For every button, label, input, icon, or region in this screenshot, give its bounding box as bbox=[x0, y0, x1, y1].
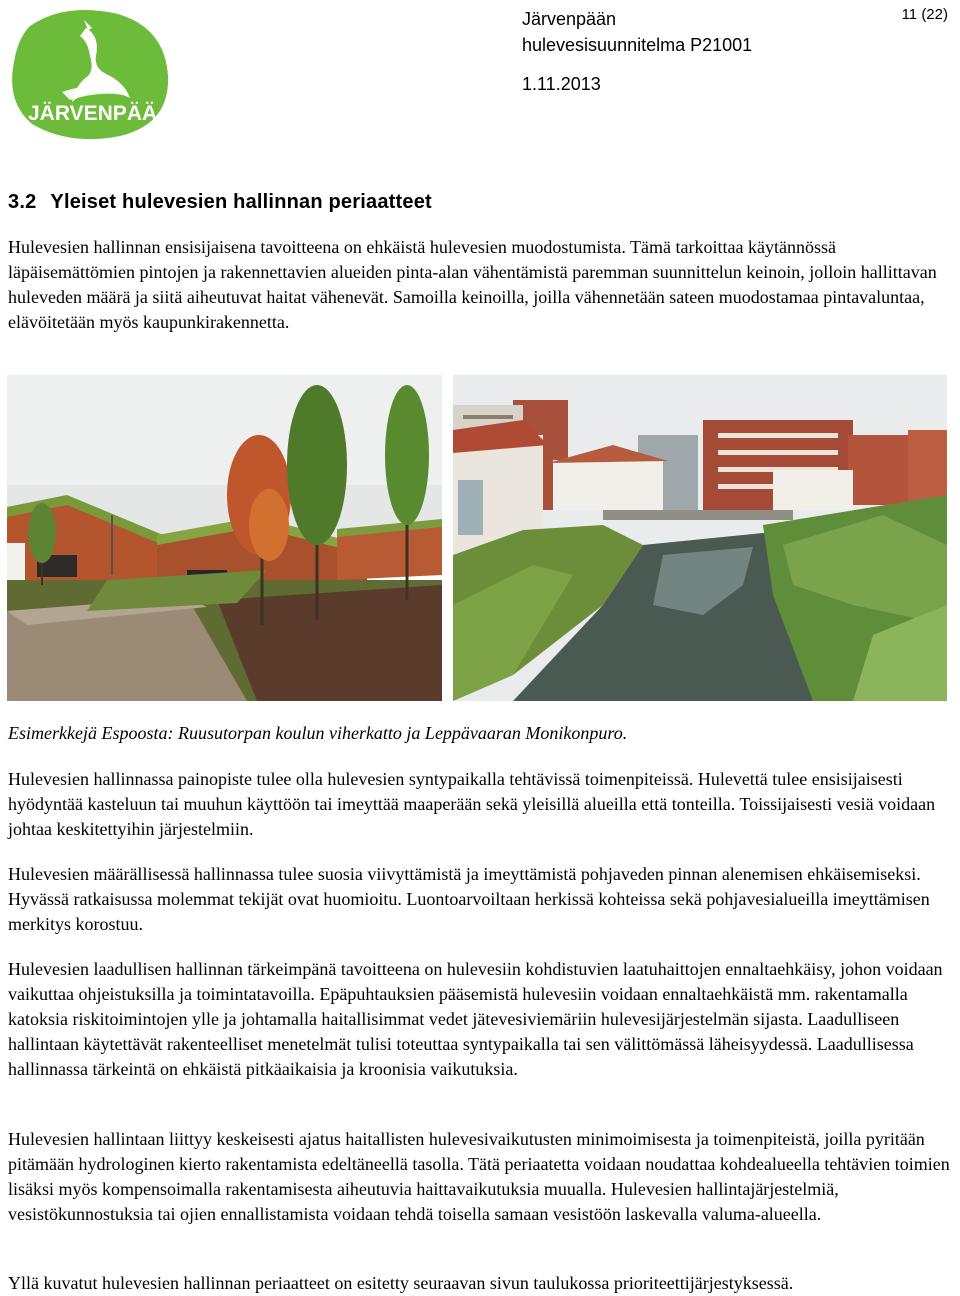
section-heading bbox=[8, 189, 432, 215]
section-title: Yleiset hulevesien hallinnan periaatteet bbox=[50, 191, 432, 213]
section-number: 3.2 bbox=[8, 191, 37, 213]
document-title-line2: hulevesisuunnitelma P21001 bbox=[522, 35, 753, 55]
body-paragraph-1: Hulevesien hallinnassa painopiste tulee olla hulevesien syntypaikalla tehtävissä toimenpiteissä. Hulevettä tulee ensisijaisesti hyödyntää kasteluun tai muuhun käyttöön tai imeyttää maaperään sekä yleisillä alueilla että tonteilla. Toissijaisesti vesiä voidaan johtaa keskitettyihin järjestelmiin. bbox=[8, 769, 936, 839]
logo-text: JÄRVENPÄÄ bbox=[28, 102, 158, 125]
body-paragraph-3: Hulevesien laadullisen hallinnan tärkeimpänä tavoitteena on hulevesiin kohdistuvien laatuhaittojen ennaltaehkäisy, johon voidaan vaikuttaa ohjeistuksilla ja toimintatavoilla. Epäpuhtauksien pääsemistä hulevesiin voidaan ennaltaehkäistä mm. rakentamalla katoksia riskitoimintojen ylle ja johtamalla haitallisimmat vedet jätevesiviemäriin hulevesijärjestelmän sijasta. Laadulliseen hallintaan käytettävät rakenteelliset menetelmät tulisi toteuttaa syntypaikalla tai sen välittömässä läheisyydessä. Laadullisessa hallinnassa tärkeintä on ehkäistä pitkäaikaisia ja kroonisia vaikutuksia. bbox=[8, 959, 943, 1079]
urban-stream-photo bbox=[453, 375, 947, 701]
document-title-line1: Järvenpään bbox=[522, 9, 617, 29]
document-date: 1.11.2013 bbox=[522, 74, 601, 94]
photo-caption: Esimerkkejä Espoosta: Ruusutorpan koulun viherkatto ja Leppävaaran Monikonpuro. bbox=[8, 723, 628, 743]
body-paragraph-2: Hulevesien määrällisessä hallinnassa tulee suosia viivyttämistä ja imeyttämistä pohjaveden pinnan alenemisen ehkäisemiseksi. Hyvässä ratkaisussa molemmat tekijät ovat huomioitu. Luontoarvoiltaan herkissä kohteissa sekä pohjavesialueilla imeyttämisen merkitys korostuu. bbox=[8, 864, 930, 934]
page-number: 11 (22) bbox=[901, 6, 948, 23]
jarvenpaa-logo bbox=[10, 6, 172, 142]
body-paragraph-5: Yllä kuvatut hulevesien hallinnan periaatteet on esitetty seuraavan sivun taulukossa prioriteettijärjestyksessä. bbox=[8, 1273, 794, 1293]
body-paragraph-4: Hulevesien hallintaan liittyy keskeisesti ajatus haitallisten hulevesivaikutusten minimoimisesta ja toimenpiteistä, joilla pyritään pitämään hydrologinen kierto rakentamista edeltäneellä tasolla. Tätä periaatetta voidaan noudattaa kohdealueella tehtävien toimien lisäksi myös kompensoimalla rakentamisesta aiheutuvia haittavaikutuksia muualla. Hulevesien hallintajärjestelmiä, vesistökunnostuksia tai ojien ennallistamista voidaan tehdä toisella samaan vesistöön laskevalla valuma-alueella. bbox=[8, 1129, 950, 1224]
intro-paragraph: Hulevesien hallinnan ensisijaisena tavoitteena on ehkäistä hulevesien muodostumista. Tämä tarkoittaa käytännössä läpäisemättömien pintojen ja rakennettavien alueiden pinta-alan vähentämistä paremman suunnittelun keinoin, jolloin hallittavan huleveden määrä ja siitä aiheutuvat haitat vähenevät. Samoilla keinoilla, joilla vähennetään sateen muodostamaa pintavaluntaa, elävöitetään myös kaupunkirakennetta. bbox=[8, 237, 937, 332]
green-roof-school-photo bbox=[7, 375, 442, 701]
document-title bbox=[522, 6, 752, 58]
